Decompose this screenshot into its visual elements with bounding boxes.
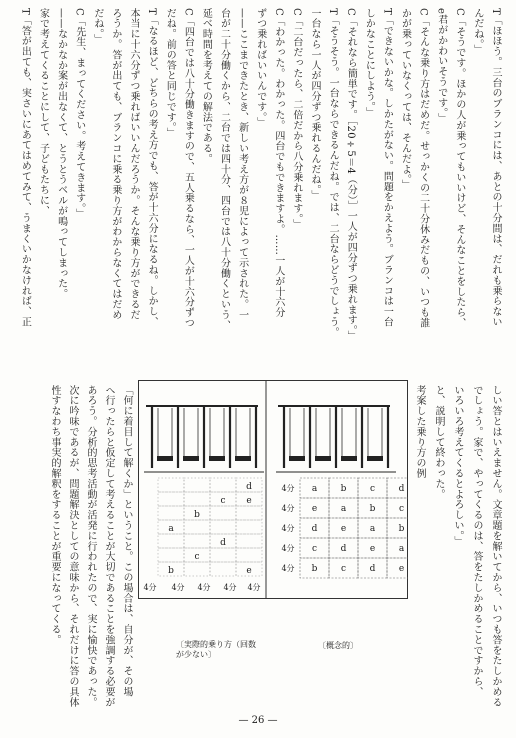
grid-cell-letter: b (369, 504, 376, 514)
left-grid-cell (184, 478, 210, 492)
grid-cell-letter: c (398, 504, 405, 514)
grid-cell-letter: c (311, 544, 318, 554)
page-number: — 26 — (238, 715, 278, 726)
left-cell-letter: e (246, 496, 252, 506)
left-grid-cell (184, 520, 210, 534)
grid-cell-letter: e (340, 524, 347, 534)
grid-cell-letter: c (340, 564, 347, 574)
grid-cell-letter: d (369, 564, 376, 574)
right-row-label: 4分 (281, 564, 295, 573)
left-grid-cell (184, 534, 210, 548)
grid-cell-letter: b (311, 564, 318, 574)
upper-column-8: しかなことにしよう。」 (363, 8, 375, 118)
left-row-label: 4分 (143, 583, 157, 592)
grid-cell (387, 518, 408, 538)
left-row-label: 4分 (247, 583, 261, 592)
upper-column-6: かが乗っていなくっては、そんだよ。」 (399, 8, 411, 191)
left-cell-letter: d (246, 482, 252, 492)
grid-cell-letter: d (311, 524, 318, 534)
upper-column-16: 台が二十分働くから、二台では四十分、四台では八十分働くという、 (218, 8, 230, 331)
right-row-label: 4分 (281, 544, 295, 553)
grid-cell-letter: a (311, 484, 318, 494)
lower-column-7: へ行ったらと仮定して考えることが大切であることを強調する必要が (103, 385, 114, 708)
upper-column-5: C「そんな乗り方はだめだ。せっかくの二十分休みだもの、いつも誰 (417, 8, 429, 329)
left-seat-1 (157, 456, 173, 461)
grid-cell-letter: b (398, 524, 405, 534)
upper-column-7: T「できないかな。しかたがない。問題をかえよう。ブランコは一台 (381, 8, 393, 328)
left-cell-letter: b (194, 510, 200, 520)
left-row-label: 4分 (197, 583, 211, 592)
upper-column-13: C「わかった。わかった。四台でもできますよ。……一人が十六分 (272, 8, 284, 318)
left-cell-letter: e (246, 566, 252, 576)
lower-column-5: 考案した乗り方の例 (414, 385, 425, 479)
lower-column-4: と、説明して終わった。 (433, 385, 444, 500)
upper-column-19: だね。前の答と同じです。」 (164, 8, 176, 139)
left-grid-cell (210, 520, 236, 534)
upper-column-15: ——ここまできたとき、新しい考え方が８児によって示された。一 (236, 8, 248, 320)
lower-column-1: しい答とはいえません。文章題を解いてから、いつも答をたしかめる (490, 385, 501, 708)
grid-cell-letter: a (340, 504, 347, 514)
upper-column-10: T「そうそう。一台ならできるんだね。では、二台ならどうでしょう。 (327, 8, 339, 338)
left-grid-cell (158, 506, 184, 520)
grid-cell-letter: e (311, 504, 318, 514)
lower-column-10: 性すなわち事実的解釈をすることが重要になってくる。 (49, 385, 60, 645)
figure-caption-practical: 〔実際的乗り方（回数が少ない〕 (176, 640, 256, 659)
lower-column-9: 次に吟味であるが、問題解決としての意味から、それだけに答の具体 (67, 385, 78, 708)
upper-column-9: C「それなら簡単です。［20÷5＝4（分）］一人が四分ずつ乗れます。」 (345, 8, 357, 342)
left-seat-4 (235, 456, 251, 461)
grid-cell (387, 558, 408, 578)
left-seat-3 (209, 456, 225, 461)
left-cell-letter: a (168, 524, 174, 534)
right-row-label: 4分 (281, 504, 295, 513)
left-seat-2 (183, 456, 199, 461)
grid-cell-letter: a (369, 524, 376, 534)
right-seat-4 (367, 456, 383, 461)
upper-column-22: ろうか。答が出ても、ブランコに乗る乗り方がわからなくてはだめ (109, 8, 121, 320)
left-grid-cell (210, 548, 236, 562)
left-grid-cell (184, 562, 210, 576)
upper-column-20: T「なるほど、どちらの考え方でも、答が十六分になるね。しかし、 (146, 8, 158, 328)
left-grid-cell (236, 506, 262, 520)
left-grid-cell (236, 520, 262, 534)
left-row-label: 4分 (223, 583, 237, 592)
upper-column-4: e君がかわいそうです。」 (435, 8, 447, 124)
upper-column-3: C「そうです。ほかの人が乗ってもいいけど、そんなことをしたら、 (453, 8, 465, 329)
upper-column-23: だね。」 (91, 8, 103, 45)
left-grid-cell (184, 492, 210, 506)
swing-schedule-figure (138, 380, 408, 635)
upper-column-24: C「先生、まってください。考えてきます。」 (73, 8, 85, 220)
grid-cell-letter: e (398, 564, 405, 574)
grid-cell-letter: d (398, 484, 405, 494)
grid-cell (387, 538, 408, 558)
lower-column-8: あろう。分析的思考活動が活発に行われたので、実に愉快であった。 (85, 385, 96, 708)
grid-cell-letter: d (340, 544, 347, 554)
right-seat-3 (341, 456, 357, 461)
left-grid-cell (236, 548, 262, 562)
left-row-label: 4分 (171, 583, 185, 592)
figure-caption-conceptual: 〔概念的〕 (318, 641, 358, 650)
upper-column-11: 一台なら一人が四分ずつ乗れるんだね。」 (309, 8, 320, 201)
left-grid-cell (158, 478, 184, 492)
lower-column-6: 「何に着目して解くか」ということ。この場合は、自分が、その場 (121, 385, 132, 697)
left-cell-letter: c (194, 552, 200, 562)
upper-column-1: T「ほほう。三台のブランコには、あとの十分間は、だれも乗らない (490, 8, 501, 328)
left-grid-cell (210, 478, 236, 492)
figure-drawing (138, 380, 408, 635)
upper-column-17: 延べ時間を考えての解法である。 (200, 8, 212, 164)
left-cell-letter: c (220, 496, 226, 506)
right-seat-1 (289, 456, 305, 461)
upper-column-25: ——なかなか案が出なくて、とうとうベルが鳴ってしまった。 (55, 8, 67, 300)
upper-column-18: C「四台では八十分働きますので、五人乗るなら、一人が十六分ずつ (182, 8, 194, 329)
grid-cell-letter: b (340, 484, 347, 494)
left-grid-cell (158, 534, 184, 548)
left-grid-cell (210, 506, 236, 520)
left-cell-letter: d (220, 538, 226, 548)
upper-column-27: T「答が出ても、実さいにあてはめてみて、うまくいかなければ、正 (19, 8, 31, 328)
upper-column-26: 家で考えてくることにして、子どもたちに、 (37, 8, 49, 216)
grid-cell-letter: c (369, 484, 376, 494)
lower-column-3: いろいろ考えてくるとよろしい。」 (452, 385, 463, 547)
left-cell-letter: b (168, 566, 174, 576)
grid-cell (387, 498, 408, 518)
right-row-label: 4分 (281, 524, 295, 533)
upper-column-14: ずつ乗ればいいんです。」 (254, 8, 266, 128)
left-grid-cell (158, 548, 184, 562)
left-grid-cell (158, 492, 184, 506)
left-grid-cell (210, 562, 236, 576)
upper-column-21: 本当に十六分ずつ乗ればいいんだろうか。そんな乗り方ができるだ (128, 8, 139, 320)
right-seat-2 (315, 456, 331, 461)
grid-cell-letter: e (369, 544, 376, 554)
upper-column-12: C「二台だったら、二倍だから八分乗れます。」 (290, 8, 302, 230)
lower-column-2: でしょう。家で、やってくるのは、答をたしかめることですから、 (471, 385, 482, 697)
grid-cell (387, 478, 408, 498)
grid-cell-letter: a (398, 544, 405, 554)
left-grid-cell (236, 534, 262, 548)
upper-column-2: んだね。」 (471, 8, 483, 55)
right-row-label: 4分 (281, 484, 295, 493)
